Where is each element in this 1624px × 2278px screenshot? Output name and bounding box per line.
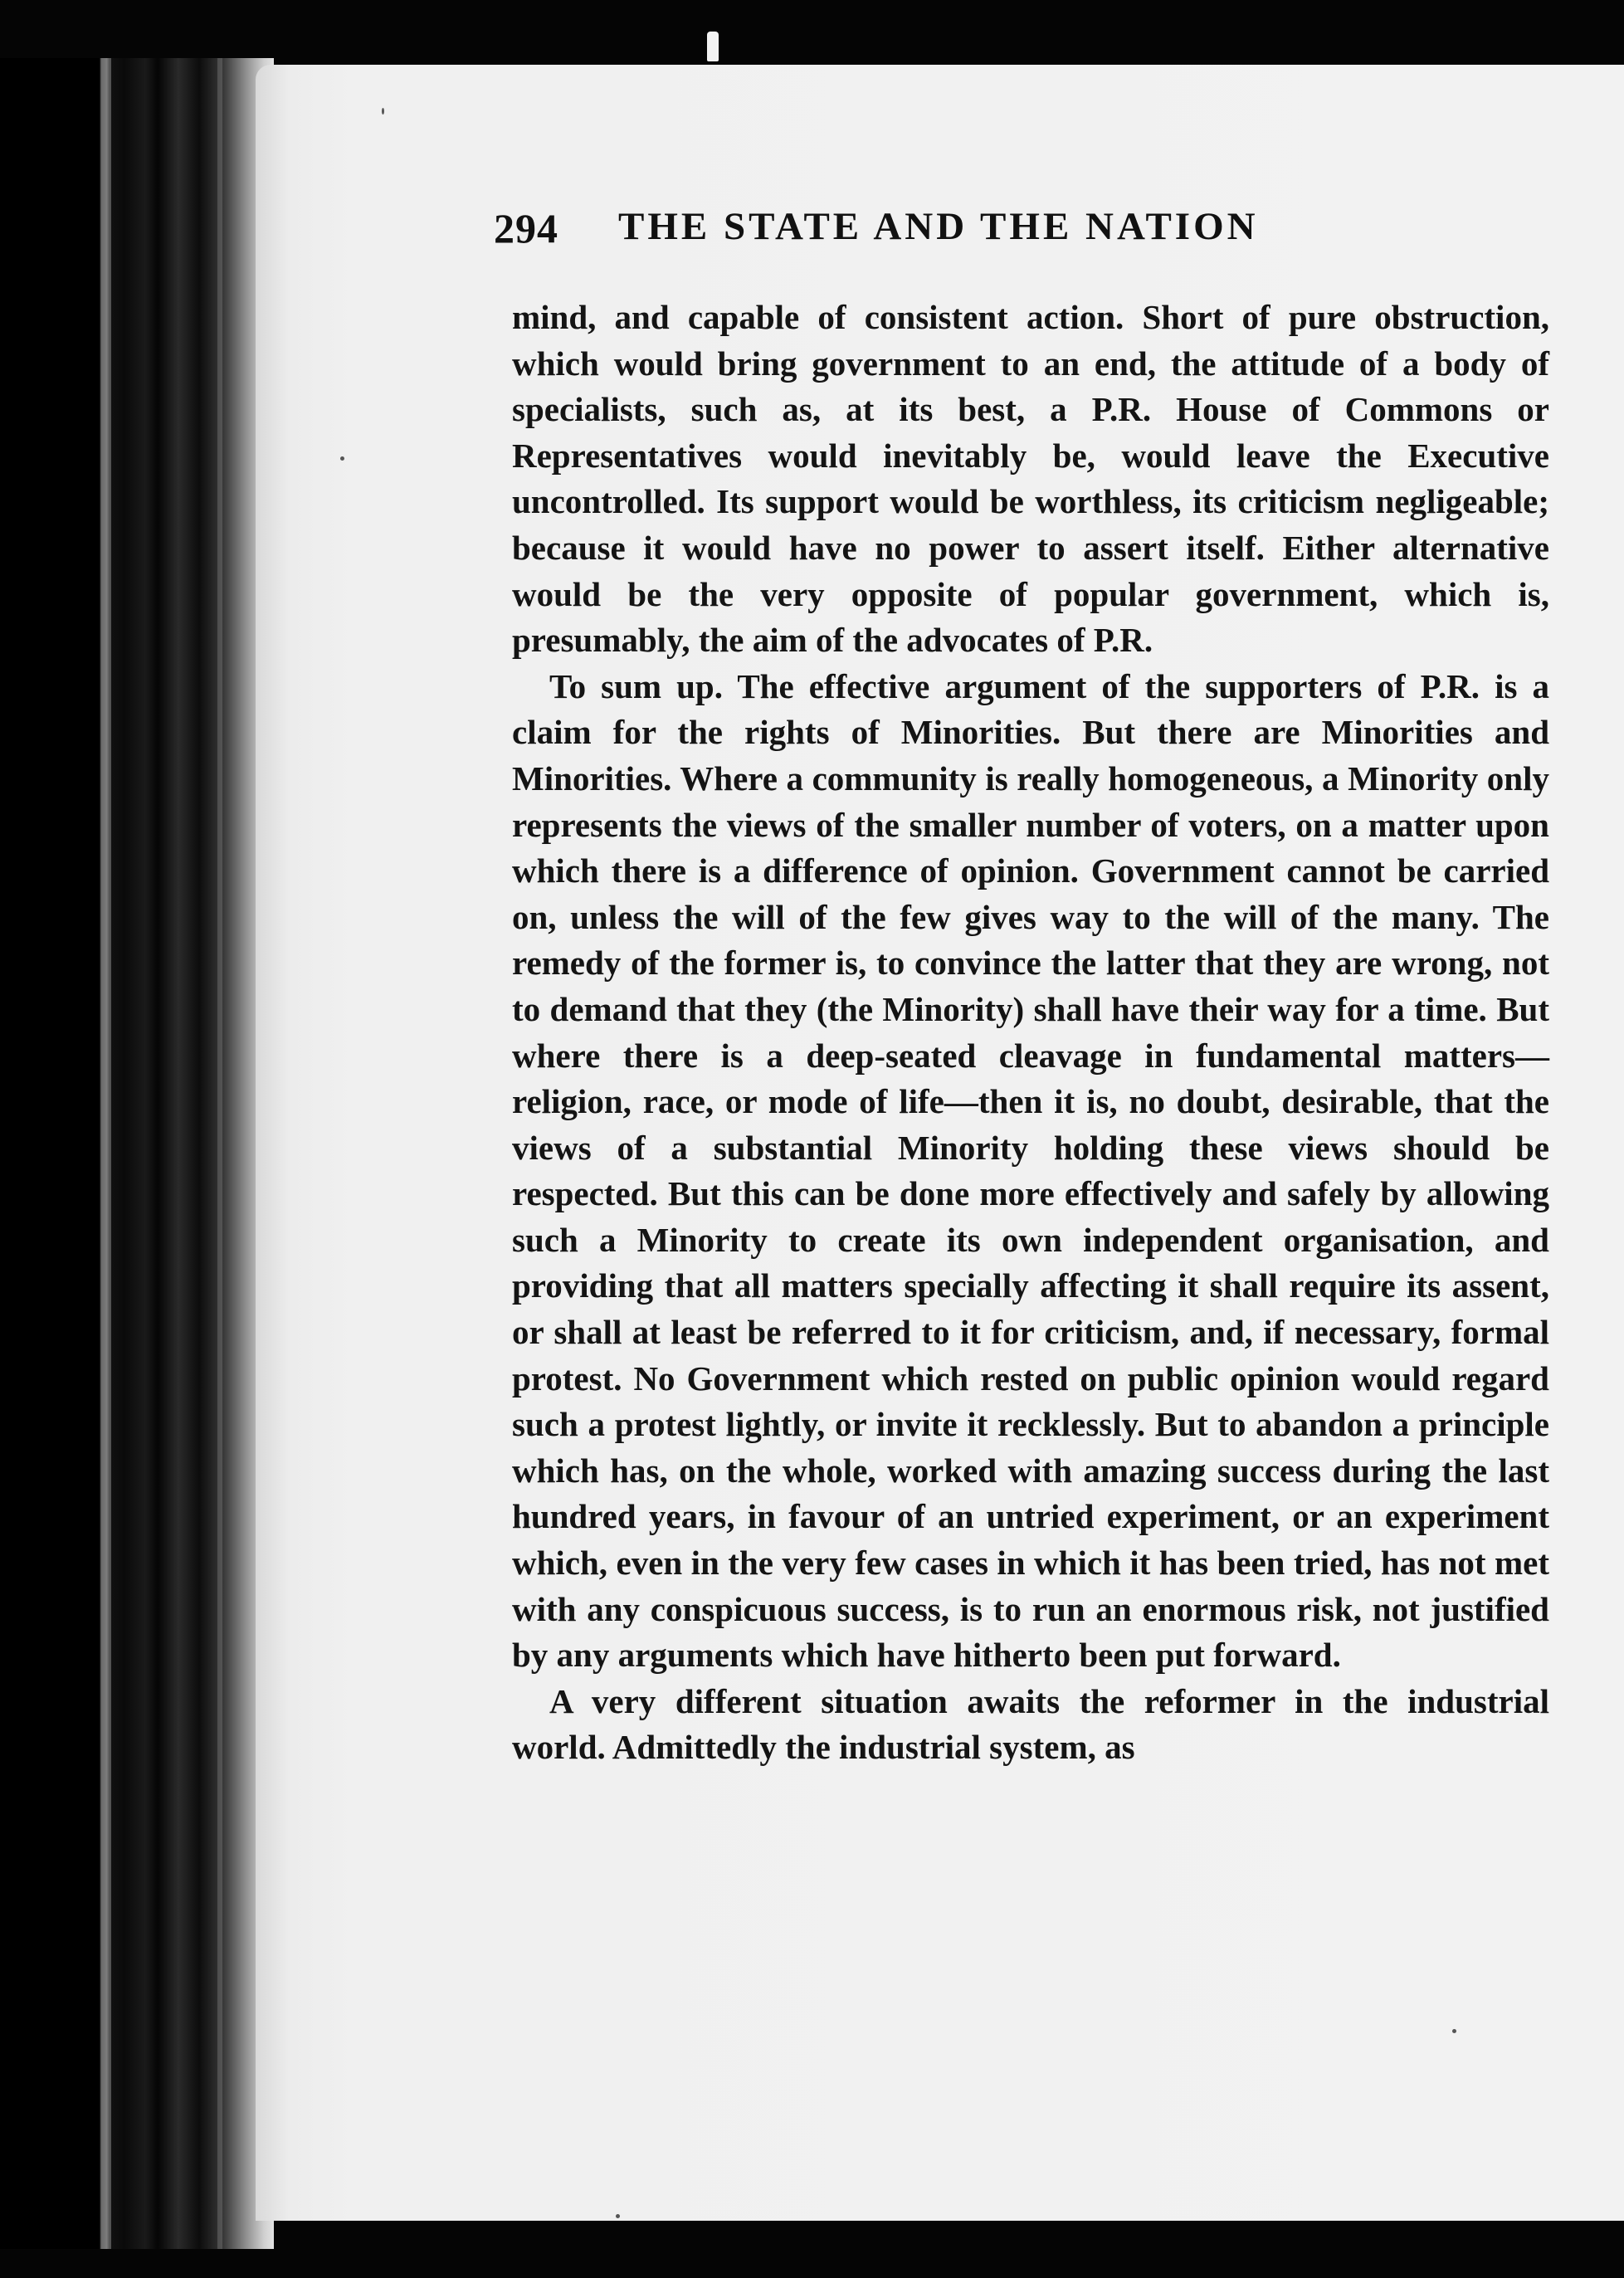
page-header <box>494 204 1419 262</box>
book-binding <box>0 58 274 2249</box>
scan-speck <box>616 2214 620 2218</box>
paragraph: A very different situation awaits the reformer in the industrial world. Admittedly the industrial system, as <box>512 1681 1549 1767</box>
binding-edge-line <box>217 58 222 2249</box>
binding-edge-line <box>106 58 111 2249</box>
paragraph: mind, and capable of consistent action. Short of pure obstruction, which would bring government to an end, the attitude of a body of specialists, such as, at its best, a P.R. House of Commons or Representatives would inevitably be, would leave the Executive uncontrolled. Its support would be worthless, its criticism negligeable; because it would have no power to assert itself. Either alternative would be the very opposite of popular government, which is, presumably, the aim of the advocates of P.R. <box>512 298 1549 660</box>
paragraph: To sum up. The effective argument of the supporters of P.R. is a claim for the rights of Minorities. But there are Minorities and Minorities. Where a community is really homogeneous, a Minority only represents the views of the smaller number of voters, on a matter upon which there is a difference of opinion. Government cannot be carried on, unless the will of the few gives way to the will of the many. The remedy of the former is, to convince the latter that they are wrong, not to demand that they (the Minority) shall have their way for a time. But where there is a deep-seated cleavage in fundamental matters—religion, race, or mode of life—then it is, no doubt, desirable, that the views of a substantial Minority holding these views should be respected. But this can be done more effectively and safely by allowing such a Minority to create its own independent organisation, and providing that all matters specially affecting it shall require its assent, or shall at least be referred to it for criticism, and, if necessary, formal protest. No Government which rested on public opinion would regard such a protest lightly, or invite it recklessly. But to abandon a principle which has, on the whole, worked with amazing success during the last hundred years, in favour of an untried experiment, or an experiment which, even in the very few cases in which it has been tried, has not met with any conspicuous success, is to run an enormous risk, not justified by any arguments which have hitherto been put forward. <box>512 666 1549 1675</box>
scan-speck <box>382 108 384 115</box>
body-text <box>512 295 1549 1771</box>
page-top-mark <box>707 32 719 61</box>
running-head: THE STATE AND THE NATION <box>618 205 1259 248</box>
scan-speck <box>340 456 344 461</box>
scan-speck <box>1452 2029 1456 2033</box>
page-number: 294 <box>494 205 558 251</box>
